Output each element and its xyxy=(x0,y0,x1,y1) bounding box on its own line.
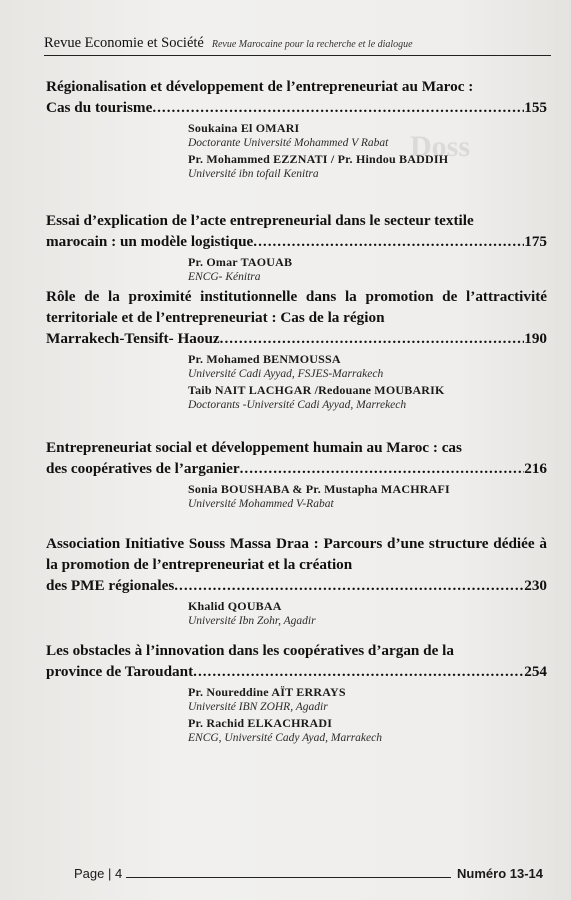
toc-title-leader-line xyxy=(46,661,547,682)
toc-page-number: 216 xyxy=(524,460,547,477)
author-name: Pr. Mohammed EZZNATI / Pr. Hindou BADDIH xyxy=(188,152,449,166)
toc-entry xyxy=(46,76,547,182)
dot-leader xyxy=(174,575,524,596)
author-name: Taib NAIT LACHGAR /Redouane MOUBARIK xyxy=(188,383,445,397)
toc-entry-title[interactable] xyxy=(46,286,547,349)
toc-page-number: 254 xyxy=(524,663,547,680)
issue-number: Numéro 13-14 xyxy=(457,866,543,881)
author-affiliation: Doctorante Université Mohammed V Rabat xyxy=(188,137,389,149)
toc-title-text: Entrepreneuriat social et développement humain au Maroc : cas xyxy=(46,439,462,456)
toc-title-end: province de Taroudant xyxy=(46,663,194,680)
toc-page-number: 155 xyxy=(524,99,547,116)
running-header xyxy=(44,34,551,56)
author-name: Pr. Noureddine AÏT ERRAYS xyxy=(188,685,346,699)
dot-leader xyxy=(152,97,524,118)
toc-title-text: Rôle de la proximité institutionnelle dans la promotion de l’attractivité territoriale et de l’entrepreneuriat : Cas de la région xyxy=(46,288,547,326)
toc-title-end: Cas du tourisme xyxy=(46,99,153,116)
author-name: Soukaina El OMARI xyxy=(188,121,300,135)
toc-title-text: Association Initiative Souss Massa Draa : Parcours d’une structure dédiée à la promotion de l’entrepreneuriat et la création xyxy=(46,535,547,573)
page-number-label: Page | 4 xyxy=(74,866,123,881)
author-affiliation: Doctorants -Université Cadi Ayyad, Marrekech xyxy=(188,399,407,411)
author-affiliation: ENCG, Université Cady Ayad, Marrakech xyxy=(188,732,382,744)
footer-rule xyxy=(126,877,451,878)
toc-entry-title[interactable] xyxy=(46,437,547,479)
author-affiliation: Université Mohammed V-Rabat xyxy=(188,498,334,510)
toc-title-text: Essai d’explication de l’acte entrepreneurial dans le secteur textile xyxy=(46,212,474,229)
toc-page-number: 175 xyxy=(524,233,547,250)
author-affiliation: ENCG- Kénitra xyxy=(188,271,261,283)
toc-title-leader-line xyxy=(46,328,547,349)
toc-title-end: des coopératives de l’arganier xyxy=(46,460,240,477)
toc-title-leader-line xyxy=(46,575,547,596)
toc-title-end: marocain : un modèle logistique xyxy=(46,233,254,250)
toc-entry-title[interactable] xyxy=(46,76,547,118)
toc-title-leader-line xyxy=(46,97,547,118)
toc-title-leader-line xyxy=(46,231,547,252)
author-affiliation: Université IBN ZOHR, Agadir xyxy=(188,701,328,713)
toc-title-text: Les obstacles à l’innovation dans les coopératives d’argan de la xyxy=(46,642,454,659)
toc-entry xyxy=(46,533,547,629)
author-affiliation: Université Ibn Zohr, Agadir xyxy=(188,615,316,627)
toc-page-number: 190 xyxy=(524,330,547,347)
dot-leader xyxy=(220,328,525,349)
toc-entry xyxy=(46,437,547,512)
author-name: Sonia BOUSHABA & Pr. Mustapha MACHRAFI xyxy=(188,482,450,496)
bleed-through-text: Doss xyxy=(410,130,471,163)
toc-entry-title[interactable] xyxy=(46,210,547,252)
page-footer xyxy=(74,866,543,881)
toc-title-end: des PME régionales xyxy=(46,577,175,594)
author-name: Pr. Rachid ELKACHRADI xyxy=(188,716,333,730)
toc-entry-title[interactable] xyxy=(46,533,547,596)
toc-title-text: Régionalisation et développement de l’entrepreneuriat au Maroc : xyxy=(46,78,474,95)
toc-title-leader-line xyxy=(46,458,547,479)
toc-entry xyxy=(46,210,547,285)
author-affiliation: Université Cadi Ayyad, FSJES-Marrakech xyxy=(188,368,384,380)
journal-title: Revue Economie et Société xyxy=(44,35,204,51)
dot-leader xyxy=(253,231,524,252)
journal-subtitle: Revue Marocaine pour la recherche et le dialogue xyxy=(211,39,413,50)
author-name: Pr. Mohamed BENMOUSSA xyxy=(188,352,341,366)
dot-leader xyxy=(240,458,525,479)
toc-title-end: Marrakech-Tensift- Haouz xyxy=(46,330,220,347)
author-name: Pr. Omar TAOUAB xyxy=(188,255,293,269)
toc-entry xyxy=(46,640,547,746)
author-name: Khalid QOUBAA xyxy=(188,599,282,613)
author-affiliation: Université ibn tofail Kenitra xyxy=(188,168,319,180)
toc-entry-title[interactable] xyxy=(46,640,547,682)
toc-page-number: 230 xyxy=(524,577,547,594)
toc-entry xyxy=(46,286,547,413)
dot-leader xyxy=(193,661,524,682)
